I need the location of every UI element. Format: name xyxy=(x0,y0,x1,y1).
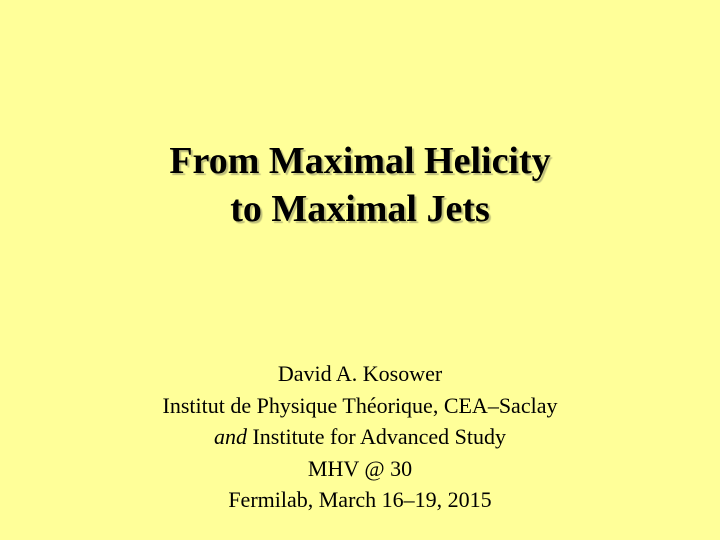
author-name: David A. Kosower xyxy=(277,361,443,386)
title-line-2: to Maximal Jets xyxy=(230,188,490,230)
title-line-1: From Maximal Helicity xyxy=(169,140,551,182)
affiliation-connector: and xyxy=(213,424,247,449)
slide-title xyxy=(0,137,720,233)
event-name: MHV @ 30 xyxy=(307,455,413,481)
affiliation-primary: Institut de Physique Théorique, CEA–Saclay xyxy=(162,392,558,418)
event-location-date: Fermilab, March 16–19, 2015 xyxy=(228,487,492,512)
affiliation-secondary-name: Institute for Advanced Study xyxy=(246,424,507,449)
slide-subtitle xyxy=(0,358,720,516)
affiliation-secondary xyxy=(0,421,720,453)
